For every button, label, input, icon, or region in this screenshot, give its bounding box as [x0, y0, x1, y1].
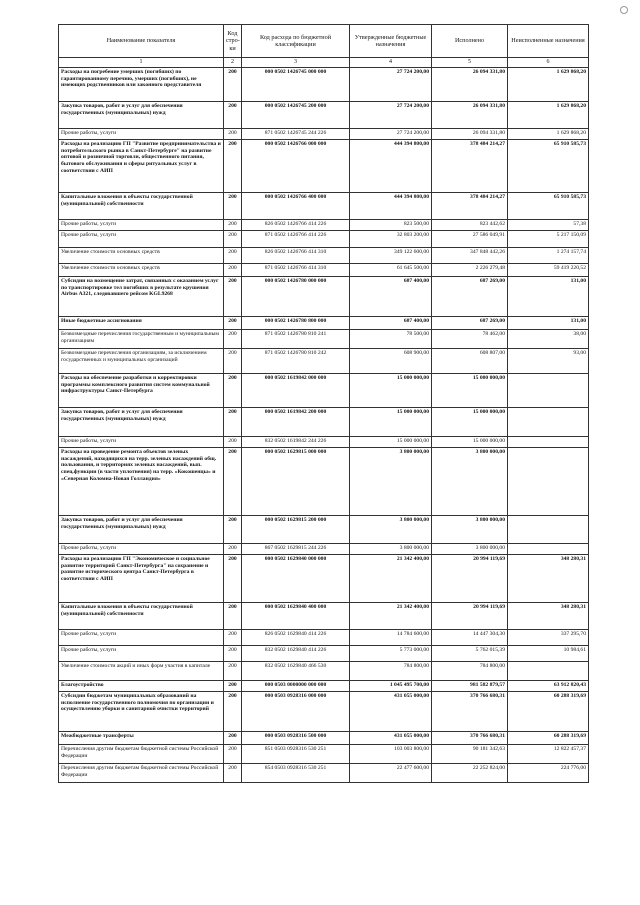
table-row — [59, 662, 589, 681]
table-row — [59, 102, 589, 129]
cell-executed: 27 586 049,91 — [432, 231, 508, 248]
cell-name: Иные бюджетные ассигнования — [59, 317, 224, 330]
cell-executed: 784 800,00 — [432, 662, 508, 681]
table-row — [59, 764, 589, 783]
cell-kod: 200 — [224, 129, 242, 140]
cell-unexecuted: 131,00 — [508, 317, 589, 330]
cell-executed: 3 800 000,00 — [432, 448, 508, 516]
cell-executed: 981 582 879,57 — [432, 681, 508, 692]
cell-code: 000 0502 1619842 000 000 — [242, 374, 350, 408]
header-col-number: 6 — [508, 58, 589, 68]
cell-approved: 687 400,00 — [350, 277, 432, 317]
header-code: Код расхода по бюджетной классификации — [242, 25, 350, 58]
cell-code: 000 0502 1426780 000 000 — [242, 277, 350, 317]
cell-unexecuted: 38,00 — [508, 330, 589, 349]
cell-approved: 784 800,00 — [350, 662, 432, 681]
cell-name: Закупка товаров, работ и услуг для обеспечения государственных (муниципальных) нужд — [59, 102, 224, 129]
table-row — [59, 603, 589, 630]
table-row — [59, 220, 589, 231]
cell-approved: 15 000 000,00 — [350, 437, 432, 448]
table-row — [59, 692, 589, 732]
header-col-number: 1 — [59, 58, 224, 68]
table-row — [59, 349, 589, 374]
cell-approved: 32 803 200,00 — [350, 231, 432, 248]
cell-name: Закупка товаров, работ и услуг для обеспечения государственных (муниципальных) нужд — [59, 408, 224, 437]
cell-code: 000 0502 1426766 400 000 — [242, 193, 350, 220]
cell-executed: 347 848 442,26 — [432, 248, 508, 264]
cell-executed: 20 994 119,69 — [432, 555, 508, 603]
cell-unexecuted: 57,38 — [508, 220, 589, 231]
cell-code: 000 0503 0000000 000 000 — [242, 681, 350, 692]
header-col-number: 2 — [224, 58, 242, 68]
cell-unexecuted: 348 280,31 — [508, 603, 589, 630]
cell-unexecuted: 5 217 150,09 — [508, 231, 589, 248]
cell-approved: 431 055 000,00 — [350, 692, 432, 732]
cell-name: Прочие работы, услуги — [59, 231, 224, 248]
cell-name: Прочие работы, услуги — [59, 646, 224, 662]
cell-name: Перечисления другим бюджетам бюджетной системы Российской Федерации — [59, 764, 224, 783]
cell-approved: 15 000 000,00 — [350, 374, 432, 408]
cell-code: 826 0502 1629840 414 226 — [242, 630, 350, 646]
header-col-number: 5 — [432, 58, 508, 68]
cell-name: Субсидии бюджетам муниципальных образований на исполнение государственного полномочия по организации и осуществлению уборки и санитарной очистки территорий — [59, 692, 224, 732]
cell-executed: 20 994 119,69 — [432, 603, 508, 630]
cell-code: 000 0502 1426766 000 000 — [242, 140, 350, 193]
cell-executed: 687 269,00 — [432, 317, 508, 330]
cell-code: 000 0503 0928316 000 000 — [242, 692, 350, 732]
cell-approved: 78 500,00 — [350, 330, 432, 349]
cell-unexecuted: 10 984,61 — [508, 646, 589, 662]
cell-kod: 200 — [224, 277, 242, 317]
cell-code: 854 0503 0928316 530 251 — [242, 764, 350, 783]
cell-kod: 200 — [224, 264, 242, 277]
cell-code: 867 0502 1629815 244 226 — [242, 544, 350, 555]
table-row — [59, 129, 589, 140]
cell-name: Прочие работы, услуги — [59, 630, 224, 646]
table-row — [59, 248, 589, 264]
cell-executed: 15 000 000,00 — [432, 437, 508, 448]
cell-approved: 687 400,00 — [350, 317, 432, 330]
cell-code: 000 0502 1426780 800 000 — [242, 317, 350, 330]
cell-name: Безвозмездные перечисления государственным и муниципальным организациям — [59, 330, 224, 349]
table-row — [59, 68, 589, 102]
cell-name: Прочие работы, услуги — [59, 129, 224, 140]
cell-code: 000 0502 1426745 200 000 — [242, 102, 350, 129]
table-row — [59, 330, 589, 349]
table-row — [59, 374, 589, 408]
cell-unexecuted: 12 822 457,37 — [508, 745, 589, 764]
cell-name: Расходы на реализацию ГП "Развитие предпринимательства и потребительского рынка в Санкт-Петербурге" на развитие оптовой и розничной торговли, общественного питания, бытового обслуживания и сферы ритуальных услуг в соответствии с АИП — [59, 140, 224, 193]
cell-executed: 370 766 680,31 — [432, 692, 508, 732]
cell-executed: 14 447 304,30 — [432, 630, 508, 646]
header-executed: Исполнено — [432, 25, 508, 58]
cell-kod: 200 — [224, 374, 242, 408]
cell-unexecuted: 1 629 868,20 — [508, 102, 589, 129]
corner-mark — [620, 6, 628, 14]
cell-name: Капитальные вложения в объекты государственной (муниципальной) собственности — [59, 603, 224, 630]
cell-unexecuted — [508, 544, 589, 555]
table-row — [59, 277, 589, 317]
cell-executed: 15 000 000,00 — [432, 408, 508, 437]
cell-code: 871 0502 1426745 244 226 — [242, 129, 350, 140]
table-row — [59, 555, 589, 603]
cell-approved: 349 122 600,00 — [350, 248, 432, 264]
cell-approved: 608 900,00 — [350, 349, 432, 374]
header-approved: Утвержденные бюджетные назначения — [350, 25, 432, 58]
cell-name: Перечисления другим бюджетам бюджетной системы Российской Федерации — [59, 745, 224, 764]
cell-kod: 200 — [224, 448, 242, 516]
cell-unexecuted: 65 910 585,73 — [508, 193, 589, 220]
cell-approved: 823 500,00 — [350, 220, 432, 231]
cell-approved: 1 045 495 700,00 — [350, 681, 432, 692]
cell-name: Прочие работы, услуги — [59, 437, 224, 448]
cell-kod: 200 — [224, 220, 242, 231]
cell-approved: 3 800 000,00 — [350, 448, 432, 516]
cell-approved: 21 342 400,00 — [350, 603, 432, 630]
cell-executed: 608 807,00 — [432, 349, 508, 374]
cell-name: Увеличение стоимости основных средств — [59, 248, 224, 264]
cell-unexecuted — [508, 408, 589, 437]
cell-executed: 823 442,62 — [432, 220, 508, 231]
cell-kod: 200 — [224, 646, 242, 662]
cell-name: Межбюджетные трансферты — [59, 732, 224, 745]
table-row — [59, 193, 589, 220]
cell-unexecuted: 60 288 319,69 — [508, 732, 589, 745]
cell-executed: 26 094 331,80 — [432, 102, 508, 129]
cell-unexecuted: 348 280,31 — [508, 555, 589, 603]
cell-executed: 2 226 279,48 — [432, 264, 508, 277]
cell-approved: 27 724 200,00 — [350, 68, 432, 102]
cell-approved: 22 477 600,00 — [350, 764, 432, 783]
cell-name: Увеличение стоимости основных средств — [59, 264, 224, 277]
cell-name: Закупка товаров, работ и услуг для обеспечения государственных (муниципальных) нужд — [59, 516, 224, 544]
cell-code: 832 0502 1619842 244 226 — [242, 437, 350, 448]
cell-approved: 444 394 800,00 — [350, 193, 432, 220]
table-row — [59, 732, 589, 745]
cell-executed: 26 094 331,80 — [432, 129, 508, 140]
table-row — [59, 317, 589, 330]
table-row — [59, 630, 589, 646]
cell-name: Субсидии на возмещение затрат, связанных с оказанием услуг по транспортировке тел погибших в результате крушения Airbus A321, следовавшего рейсом KGL9268 — [59, 277, 224, 317]
cell-kod: 200 — [224, 516, 242, 544]
cell-unexecuted: 1 629 868,20 — [508, 68, 589, 102]
cell-kod: 200 — [224, 544, 242, 555]
cell-kod: 200 — [224, 231, 242, 248]
budget-execution-table — [58, 24, 589, 783]
cell-kod: 200 — [224, 555, 242, 603]
cell-kod: 200 — [224, 437, 242, 448]
cell-kod: 200 — [224, 140, 242, 193]
table-row — [59, 448, 589, 516]
cell-name: Благоустройство — [59, 681, 224, 692]
cell-name: Расходы на проведение ремонта объектов зеленых насаждений, находящихся на терр. зеленых насаждений общ. пользования, и территориях зеленых насаждений, вып. спец.функции (в части уплотнения) на терр. «Кокошенцы» и «Северная Коломна-Новая Голландия» — [59, 448, 224, 516]
cell-kod: 200 — [224, 732, 242, 745]
cell-code: 826 0502 1426766 414 226 — [242, 220, 350, 231]
cell-approved: 3 800 000,00 — [350, 516, 432, 544]
cell-kod: 200 — [224, 330, 242, 349]
cell-name: Расходы на погребение умерших (погибших) по гарантированному перечню, умерших (погибших), не имеющих родственников или законного представителя — [59, 68, 224, 102]
cell-unexecuted: 131,00 — [508, 277, 589, 317]
header-col-number: 4 — [350, 58, 432, 68]
cell-unexecuted: 224 776,00 — [508, 764, 589, 783]
header-col-number: 3 — [242, 58, 350, 68]
table-row — [59, 544, 589, 555]
cell-code: 832 0502 1629840 466 530 — [242, 662, 350, 681]
cell-code: 826 0502 1426766 414 310 — [242, 248, 350, 264]
table-row — [59, 681, 589, 692]
cell-approved: 431 055 000,00 — [350, 732, 432, 745]
cell-kod: 200 — [224, 692, 242, 732]
cell-unexecuted: 63 912 820,43 — [508, 681, 589, 692]
cell-executed: 78 462,00 — [432, 330, 508, 349]
cell-approved: 5 773 000,00 — [350, 646, 432, 662]
cell-name: Расходы на обеспечение разработки и корректировки программы комплексного развития систем коммунальной инфраструктуры Санкт-Петербурга — [59, 374, 224, 408]
header-unexecuted: Неисполненные назначения — [508, 25, 589, 58]
header-name: Наименование показателя — [59, 25, 224, 58]
budget-execution-table-sheet — [58, 24, 588, 783]
cell-kod: 200 — [224, 349, 242, 374]
table-row — [59, 264, 589, 277]
cell-executed: 90 181 342,63 — [432, 745, 508, 764]
cell-code: 832 0502 1629840 414 226 — [242, 646, 350, 662]
cell-approved: 61 645 500,00 — [350, 264, 432, 277]
cell-code: 000 0502 1629840 000 000 — [242, 555, 350, 603]
cell-code: 871 0502 1426780 810 242 — [242, 349, 350, 374]
cell-unexecuted — [508, 448, 589, 516]
cell-executed: 26 094 331,80 — [432, 68, 508, 102]
cell-name: Прочие работы, услуги — [59, 544, 224, 555]
cell-unexecuted — [508, 662, 589, 681]
cell-code: 851 0503 0928316 530 251 — [242, 745, 350, 764]
cell-code: 000 0502 1629815 200 000 — [242, 516, 350, 544]
cell-kod: 200 — [224, 193, 242, 220]
cell-unexecuted: 59 419 220,52 — [508, 264, 589, 277]
header-kod: Код стро-ки — [224, 25, 242, 58]
cell-kod: 200 — [224, 603, 242, 630]
table-row — [59, 646, 589, 662]
cell-kod: 200 — [224, 745, 242, 764]
cell-approved: 27 724 200,00 — [350, 129, 432, 140]
table-header — [59, 25, 589, 68]
cell-unexecuted: 1 629 868,20 — [508, 129, 589, 140]
cell-kod: 200 — [224, 102, 242, 129]
table-row — [59, 516, 589, 544]
cell-executed: 22 252 824,00 — [432, 764, 508, 783]
cell-name: Расходы на реализацию ГП "Экономическое и социальное развитие территорий Санкт-Петербурга" на сохранение и развитие исторического центра Санкт-Петербурга в соответствии с АИП — [59, 555, 224, 603]
cell-code: 000 0502 1619842 200 000 — [242, 408, 350, 437]
cell-code: 000 0503 0928316 500 000 — [242, 732, 350, 745]
cell-kod: 200 — [224, 662, 242, 681]
cell-unexecuted: 1 274 157,74 — [508, 248, 589, 264]
cell-executed: 378 484 214,27 — [432, 140, 508, 193]
table-body — [59, 68, 589, 783]
cell-approved: 444 394 800,00 — [350, 140, 432, 193]
cell-kod: 200 — [224, 248, 242, 264]
cell-executed: 3 800 000,00 — [432, 544, 508, 555]
cell-code: 871 0502 1426780 810 241 — [242, 330, 350, 349]
cell-unexecuted: 60 288 319,69 — [508, 692, 589, 732]
table-row — [59, 745, 589, 764]
cell-name: Прочие работы, услуги — [59, 220, 224, 231]
cell-name: Капитальные вложения в объекты государственной (муниципальной) собственности — [59, 193, 224, 220]
table-row — [59, 140, 589, 193]
cell-unexecuted — [508, 437, 589, 448]
cell-approved: 15 000 000,00 — [350, 408, 432, 437]
cell-code: 871 0502 1426766 414 226 — [242, 231, 350, 248]
cell-executed: 3 800 000,00 — [432, 516, 508, 544]
cell-unexecuted: 93,00 — [508, 349, 589, 374]
cell-code: 871 0502 1426766 414 310 — [242, 264, 350, 277]
cell-executed: 15 000 000,00 — [432, 374, 508, 408]
cell-kod: 200 — [224, 408, 242, 437]
cell-unexecuted: 65 910 585,73 — [508, 140, 589, 193]
cell-name: Безвозмездные перечисления организациям, за исключением государственных и муниципальных организаций — [59, 349, 224, 374]
cell-kod: 200 — [224, 630, 242, 646]
cell-approved: 103 003 800,00 — [350, 745, 432, 764]
cell-code: 000 0502 1426745 000 000 — [242, 68, 350, 102]
cell-approved: 3 800 000,00 — [350, 544, 432, 555]
cell-executed: 5 762 015,39 — [432, 646, 508, 662]
cell-approved: 21 342 400,00 — [350, 555, 432, 603]
cell-name: Увеличение стоимости акций и иных форм участия в капитале — [59, 662, 224, 681]
cell-kod: 200 — [224, 681, 242, 692]
table-row — [59, 437, 589, 448]
cell-approved: 27 724 200,00 — [350, 102, 432, 129]
cell-executed: 370 766 680,31 — [432, 732, 508, 745]
table-row — [59, 408, 589, 437]
cell-kod: 200 — [224, 764, 242, 783]
cell-kod: 200 — [224, 317, 242, 330]
cell-unexecuted — [508, 516, 589, 544]
cell-approved: 14 784 600,00 — [350, 630, 432, 646]
cell-executed: 378 484 214,27 — [432, 193, 508, 220]
cell-code: 000 0502 1629815 000 000 — [242, 448, 350, 516]
cell-unexecuted: 337 295,70 — [508, 630, 589, 646]
table-row — [59, 231, 589, 248]
cell-kod: 200 — [224, 68, 242, 102]
cell-executed: 687 269,00 — [432, 277, 508, 317]
cell-code: 000 0502 1629840 400 000 — [242, 603, 350, 630]
cell-unexecuted — [508, 374, 589, 408]
